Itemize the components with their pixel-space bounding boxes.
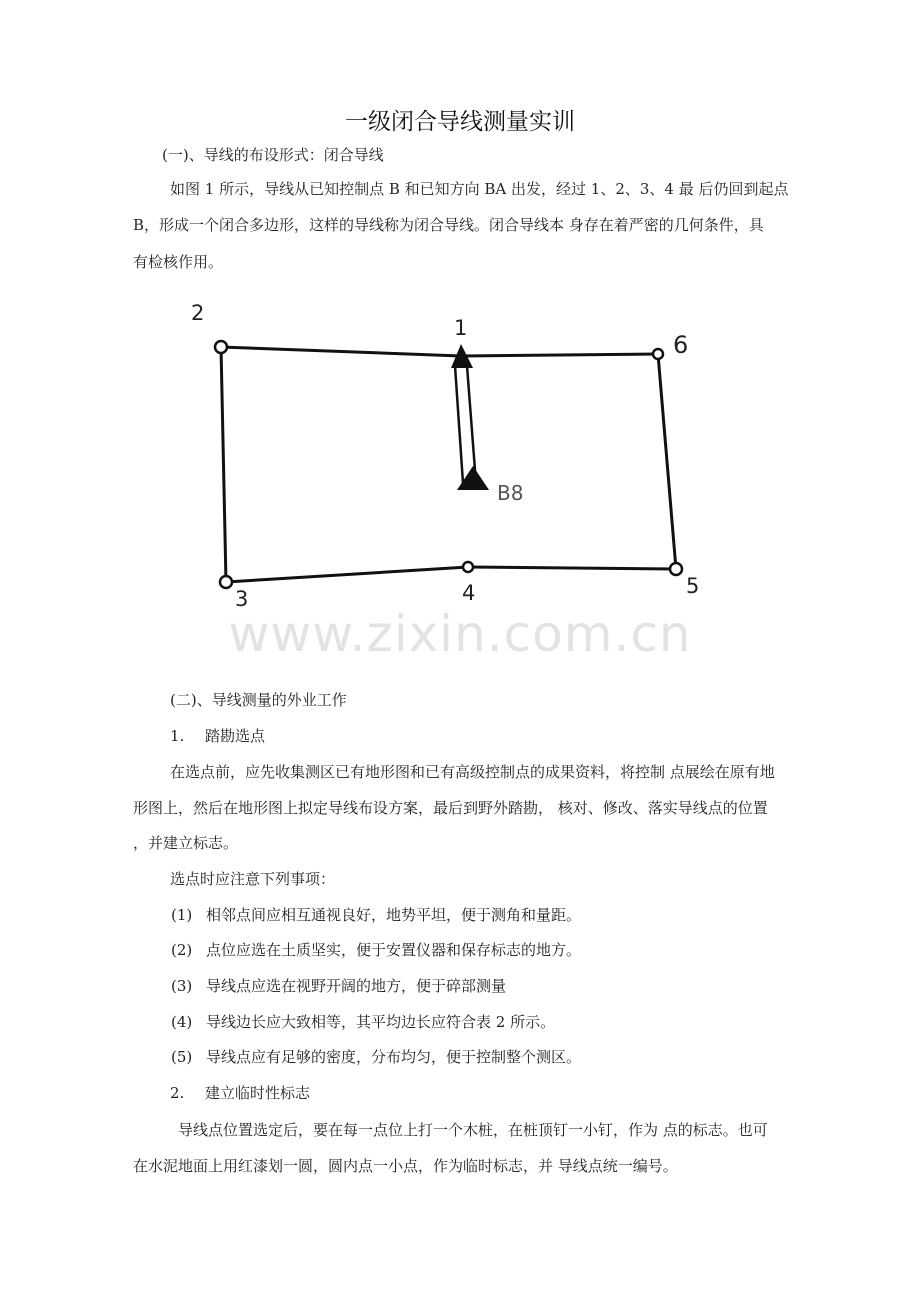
notes-intro: 选点时应注意下列事项： (170, 870, 336, 888)
point-label-6: 6 (673, 331, 689, 359)
intro-line-1: 如图 1 所示，导线从已知控制点 B 和已知方向 BA 出发，经过 1、2、3、4 最 后仍回到起点 (170, 180, 789, 198)
note-item (171, 906, 581, 925)
note-text: 导线点应有足够的密度，分布均匀，便于控制整个测区。 (206, 1048, 582, 1066)
step2-line-1: 导线点位置选定后，要在每一点位上打一个木桩，在桩顶钉一小钉，作为 点的标志。也可 (178, 1121, 768, 1139)
traverse-edge-2-1 (221, 347, 461, 356)
step2-heading (170, 1084, 310, 1103)
traverse-edge-4-3 (226, 567, 468, 582)
traverse-edge-5-4 (468, 567, 676, 569)
circle-point-icon (220, 576, 232, 588)
traverse-polygon (221, 347, 676, 582)
note-text: 相邻点间应相互通视良好，地势平坦，便于测角和量距。 (206, 906, 582, 924)
point-label-4: 4 (462, 581, 476, 605)
step1-title: 踏勘选点 (205, 727, 266, 745)
note-text: 导线点应选在视野开阔的地方，便于碎部测量 (206, 977, 507, 995)
traverse-edge-6-5 (658, 354, 676, 569)
note-item (171, 977, 506, 996)
note-number: (3) (171, 977, 193, 995)
traverse-edge-3-2 (221, 347, 226, 582)
circle-point-icon (215, 341, 227, 353)
section2-heading: (二)、导线测量的外业工作 (170, 691, 347, 709)
note-number: (4) (171, 1013, 193, 1031)
point-label-b: B8 (497, 481, 524, 505)
page-title: 一级闭合导线测量实训 (345, 109, 575, 135)
note-text: 导线边长应大致相等，其平均边长应符合表 2 所示。 (206, 1013, 556, 1031)
note-number: (1) (171, 906, 193, 924)
step1-line-2: 形图上，然后在地形图上拟定导线布设方案，最后到野外踏勘， 核对、修改、落实导线点的位置 (133, 799, 768, 817)
note-item (171, 941, 581, 960)
note-item (171, 1013, 555, 1032)
watermark: www.zixin.com.cn (228, 605, 692, 663)
point-label-1: 1 (454, 316, 468, 340)
step2-number: 2. (170, 1084, 185, 1102)
intro-line-2: B，形成一个闭合多边形，这样的导线称为闭合导线。闭合导线本 身存在着严密的几何条件，具 (133, 216, 764, 234)
note-number: (2) (171, 941, 193, 959)
circle-point-icon (670, 563, 682, 575)
step1-line-1: 在选点前，应先收集测区已有地形图和已有高级控制点的成果资料，将控制 点展绘在原有地 (170, 763, 775, 781)
point-label-5: 5 (686, 574, 700, 598)
note-item (171, 1048, 581, 1067)
step2-line-2: 在水泥地面上用红漆划一圆，圆内点一小点，作为临时标志，并 导线点统一编号。 (133, 1157, 678, 1175)
point-label-3: 3 (235, 587, 249, 611)
traverse-edge-1-6 (461, 354, 658, 356)
section1-heading: (一)、导线的布设形式：闭合导线 (162, 146, 384, 164)
circle-point-icon (463, 562, 473, 572)
note-text: 点位应选在土质坚实，便于安置仪器和保存标志的地方。 (206, 941, 582, 959)
step1-number: 1. (170, 727, 185, 745)
point-label-2: 2 (191, 301, 205, 325)
intro-line-3: 有检核作用。 (133, 253, 224, 271)
known-direction-line (455, 366, 476, 483)
step2-title: 建立临时性标志 (205, 1084, 311, 1102)
known-direction-right (467, 366, 476, 483)
circle-point-icon (653, 349, 663, 359)
known-direction-left (455, 366, 463, 483)
step1-line-3: ，并建立标志。 (133, 834, 239, 852)
note-number: (5) (171, 1048, 193, 1066)
step1-heading (170, 727, 265, 746)
